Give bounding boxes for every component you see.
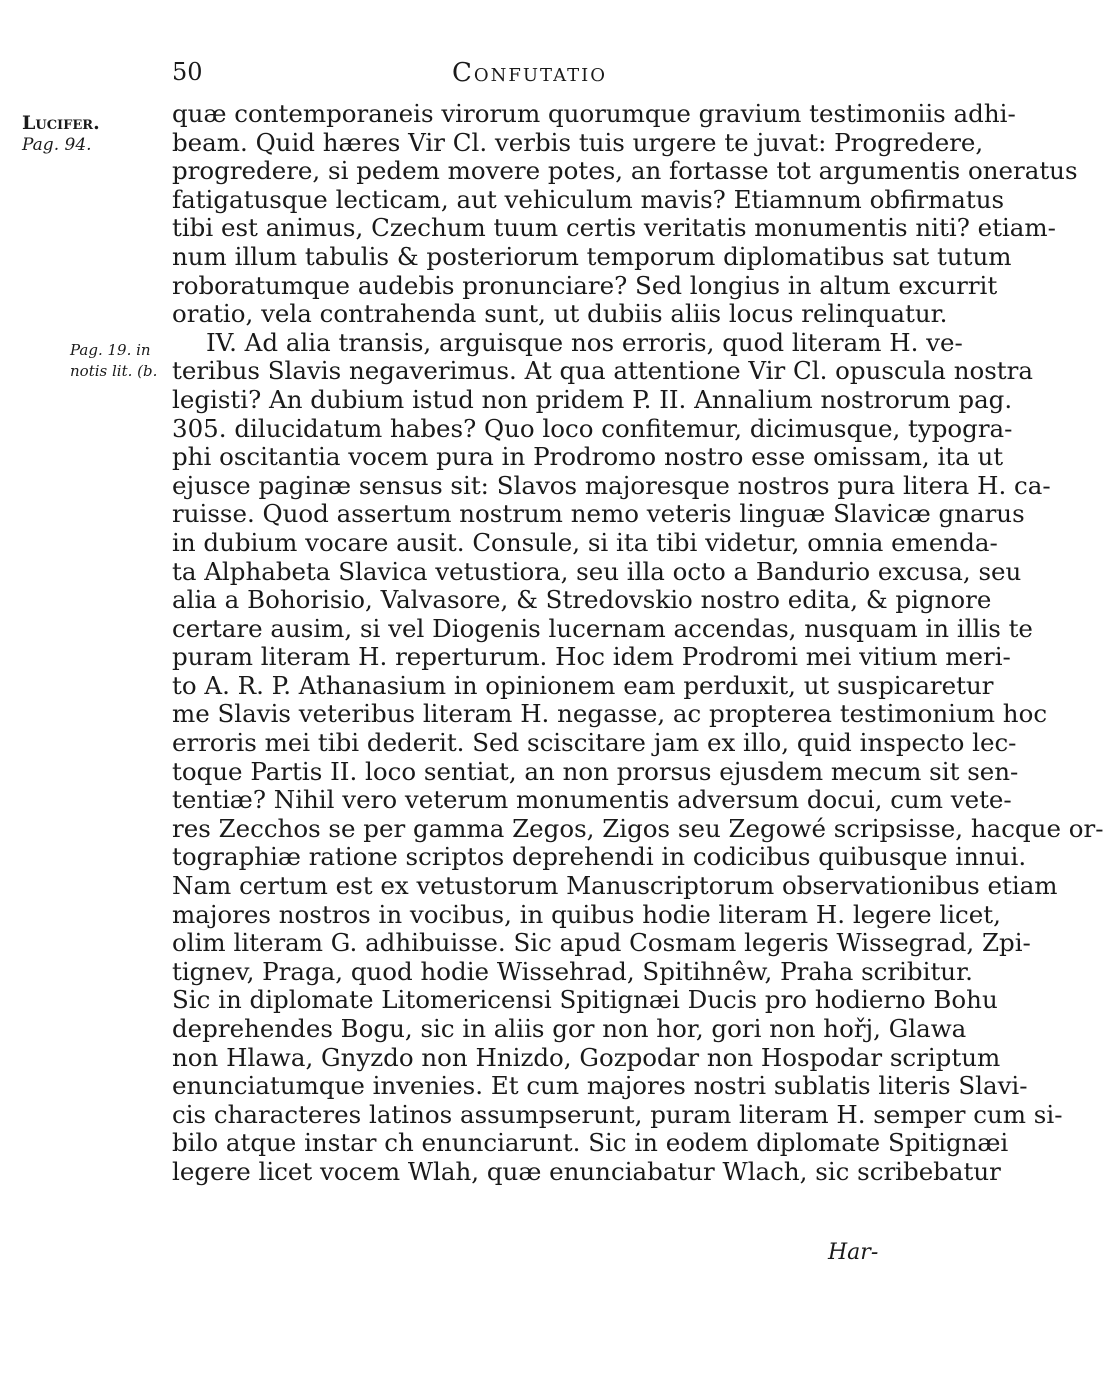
text-line: teribus Slavis negaverimus. At qua attentione Vir Cl. opuscula nostra [172,356,1033,386]
text-line: certare ausim, si vel Diogenis lucernam accendas, nusquam in illis te [172,613,1033,643]
page-number: 50 [172,58,203,86]
text-line: res Zecchos se per gamma Zegos, Zigos seu Zegowé scripsisse, hacque or- [172,813,1103,843]
text-line: cis characteres latinos assumpserunt, puram literam H. semper cum si- [172,1099,1063,1129]
text-line: tibi est animus, Czechum tuum certis veritatis monumentis niti? etiam- [172,213,1056,243]
text-line: bilo atque instar ch enunciarunt. Sic in eodem diplomate Spitignæi [172,1128,1009,1158]
text-line: oratio, vela contrahenda sunt, ut dubiis aliis locus relinquatur. [172,299,948,329]
text-line: tignev, Praga, quod hodie Wissehrad, Spitihnêw, Praha scribitur. [172,956,973,986]
margin-note-reference [70,340,157,382]
text-line: ruisse. Quod assertum nostrum nemo veteris linguæ Slavicæ gnarus [172,499,1025,529]
margin-note-line: Lucifer. [22,112,100,134]
text-line: enunciatumque invenies. Et cum majores nostri sublatis literis Slavi- [172,1071,1028,1101]
section-start-line: IV. Ad alia transis, arguisque nos erroris, quod literam H. ve- [206,327,963,357]
text-line: quæ contemporaneis virorum quorumque gravium testimoniis adhi- [172,99,1016,128]
text-line: legisti? An dubium istud non pridem P. II. Annalium nostrorum pag. [172,384,1013,414]
text-line: legere licet vocem Wlah, quæ enunciabatur Wlach, sic scribebatur [172,1156,1001,1186]
text-line: Sic in diplomate Litomericensi Spitignæi Ducis pro hodierno Bohu [172,985,998,1015]
text-line: majores nostros in vocibus, in quibus hodie literam H. legere licet, [172,899,1001,929]
text-line: num illum tabulis & posteriorum temporum diplomatibus sat tutum [172,241,1012,271]
margin-note-line: Pag. 19. in [70,341,151,359]
text-line: tographiæ ratione scriptos deprehendi in codicibus quibusque innui. [172,842,1027,872]
text-line: 305. dilucidatum habes? Quo loco confitemur, dicimusque, typogra- [172,413,1013,443]
text-line: me Slavis veteribus literam H. negasse, ac propterea testimonium hoc [172,699,1048,729]
main-text-block [172,99,1103,1187]
text-line: beam. Quid hæres Vir Cl. verbis tuis urgere te juvat: Progredere, [172,127,984,157]
text-line: ejusce paginæ sensus sit: Slavos majoresque nostros pura litera H. ca- [172,470,1051,500]
margin-note-lucifer [22,112,100,156]
catchword: Har- [828,1240,879,1265]
text-line: tentiæ? Nihil vero veterum monumentis adversum docui, cum vete- [172,785,1012,815]
text-line: erroris mei tibi dederit. Sed sciscitare jam ex illo, quid inspecto lec- [172,728,1017,758]
text-line: in dubium vocare ausit. Consule, si ita tibi videtur, omnia emenda- [172,527,998,557]
text-line: non Hlawa, Gnyzdo non Hnizdo, Gozpodar non Hospodar scriptum [172,1042,1001,1072]
text-line: olim literam G. adhibuisse. Sic apud Cosmam legeris Wissegrad, Zpi- [172,928,1031,958]
text-line: ta Alphabeta Slavica vetustiora, seu illa octo a Bandurio excusa, seu [172,556,1022,586]
text-line: phi oscitantia vocem pura in Prodromo nostro esse omissam, ita ut [172,442,1004,472]
text-line: progredere, si pedem movere potes, an fortasse tot argumentis oneratus [172,156,1078,186]
running-head: Confutatio [452,58,607,88]
text-line: toque Partis II. loco sentiat, an non prorsus ejusdem mecum sit sen- [172,756,1019,786]
text-line: Nam certum est ex vetustorum Manuscriptorum observationibus etiam [172,871,1058,901]
text-line: to A. R. P. Athanasium in opinionem eam perduxit, ut suspicaretur [172,670,994,700]
text-line: alia a Bohorisio, Valvasore, & Stredovskio nostro edita, & pignore [172,585,992,615]
text-line: fatigatusque lecticam, aut vehiculum mavis? Etiamnum obfirmatus [172,184,1005,214]
margin-note-line: notis lit. (b. [70,362,158,380]
margin-note-line: Pag. 94. [22,135,92,155]
text-line: roboratumque audebis pronunciare? Sed longius in altum excurrit [172,270,998,300]
text-line: deprehendes Bogu, sic in aliis gor non hor, gori non hořj, Glawa [172,1014,967,1043]
text-line: puram literam H. reperturum. Hoc idem Prodromi mei vitium meri- [172,642,1011,672]
